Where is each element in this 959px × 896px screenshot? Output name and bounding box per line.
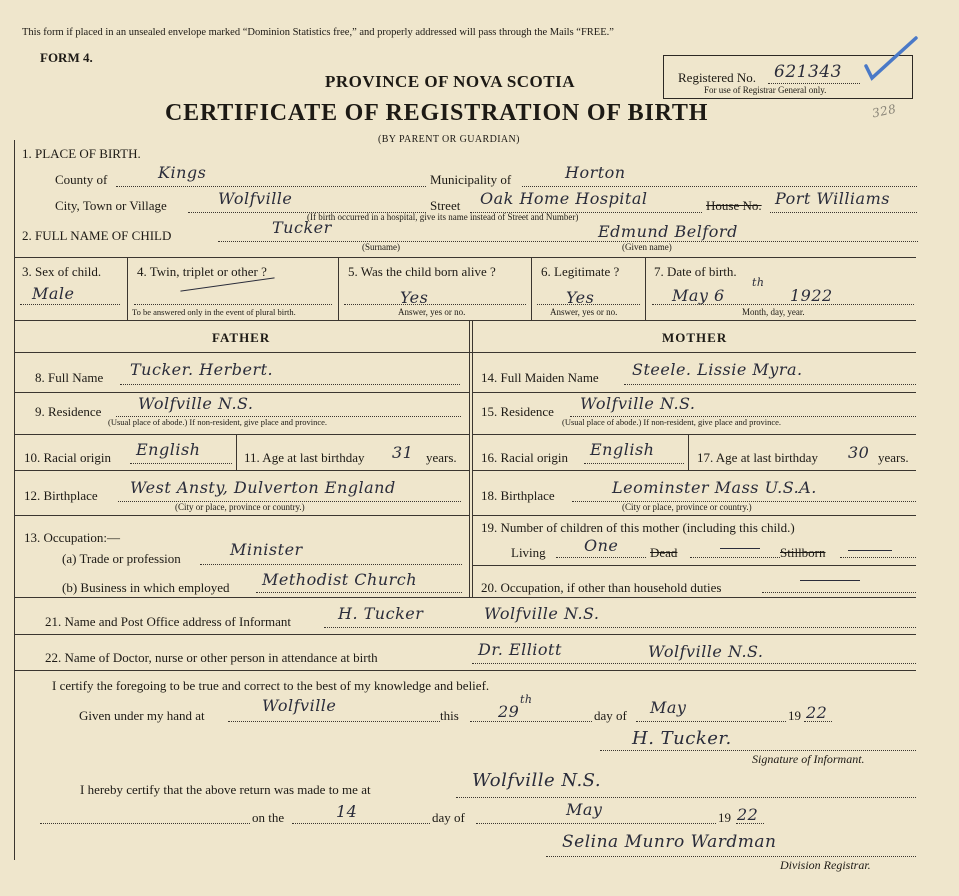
on-the-label: on the [252, 810, 285, 825]
registrar-month: May [566, 800, 603, 819]
father-trade: Minister [230, 540, 303, 559]
mother-racial: English [590, 440, 655, 459]
mother-maiden-label: 14. Full Maiden Name [481, 370, 599, 385]
mother-age-label: 17. Age at last birthday [697, 450, 818, 465]
dob-ordinal: th [752, 276, 765, 289]
father-birthplace: West Ansty, Dulverton England [130, 478, 396, 497]
registration-note: For use of Registrar General only. [704, 85, 827, 95]
father-racial-label: 10. Racial origin [24, 450, 112, 465]
registrar-day: 14 [336, 802, 358, 821]
father-name: Tucker. Herbert. [130, 360, 274, 379]
doctor-label: 22. Name of Doctor, nurse or other person in attendance at birth [45, 650, 378, 665]
mother-years: years. [878, 450, 909, 465]
father-age-label: 11. Age at last birthday [244, 450, 365, 465]
legitimate-value: Yes [566, 288, 595, 307]
registrar-signature-label: Division Registrar. [780, 858, 871, 872]
municipality-value: Horton [565, 163, 626, 182]
child-given-name: Edmund Belford [598, 222, 738, 241]
legitimate-note: Answer, yes or no. [550, 307, 618, 317]
dead-label: Dead [650, 545, 678, 560]
father-years: years. [426, 450, 457, 465]
mailing-note: This form if placed in an unsealed envelope marked “Dominion Statistics free,” and properly addressed will pass through the Mails “FREE.” [22, 27, 614, 38]
father-occupation-label: 13. Occupation:— [24, 530, 121, 545]
house-value: Port Williams [775, 189, 890, 208]
dob-label: 7. Date of birth. [654, 264, 737, 279]
twin-note: To be answered only in the event of plural birth. [132, 307, 296, 317]
mother-heading: MOTHER [662, 330, 728, 345]
father-trade-label: (a) Trade or profession [62, 551, 181, 566]
informant-signature-label: Signature of Informant. [752, 752, 865, 766]
given-name-note: (Given name) [622, 242, 672, 252]
father-name-label: 8. Full Name [35, 370, 104, 385]
doctor-address: Wolfville N.S. [648, 642, 764, 661]
child-surname: Tucker [272, 218, 332, 237]
dead-dash [720, 548, 760, 549]
mother-occupation-label: 20. Occupation, if other than household duties [481, 580, 722, 595]
child-name-label: 2. FULL NAME OF CHILD [22, 228, 172, 243]
father-residence-label: 9. Residence [35, 404, 102, 419]
doctor-name: Dr. Elliott [478, 640, 562, 659]
informant-signature: H. Tucker. [632, 728, 732, 749]
registrar-signature: Selina Munro Wardman [562, 832, 777, 852]
mother-birthplace-note: (City or place, province or country.) [622, 502, 752, 512]
street-label: Street [430, 198, 461, 213]
registrar-place: Wolfville N.S. [472, 770, 602, 791]
mother-racial-label: 16. Racial origin [481, 450, 569, 465]
city-label: City, Town or Village [55, 198, 167, 213]
father-age: 31 [392, 443, 414, 462]
mother-occupation-dash [800, 580, 860, 581]
given-month: May [650, 698, 687, 717]
hospital-note: (If birth occurred in a hospital, give its name instead of Street and Number) [307, 212, 579, 222]
given-day-of-label: day of [594, 708, 627, 723]
living-value: One [584, 536, 619, 555]
province-heading: PROVINCE OF NOVA SCOTIA [325, 72, 576, 91]
mother-birthplace-label: 18. Birthplace [481, 488, 555, 503]
check-mark-icon [862, 34, 922, 84]
given-place: Wolfville [262, 696, 337, 715]
given-day: 29 [498, 702, 520, 721]
form-number: FORM 4. [40, 50, 93, 65]
mother-residence: Wolfville N.S. [580, 394, 696, 413]
stillborn-label: Stillborn [780, 545, 826, 560]
dob-note: Month, day, year. [742, 307, 805, 317]
mother-maiden-name: Steele. Lissie Myra. [632, 360, 803, 379]
informant-name: H. Tucker [338, 604, 424, 623]
city-value: Wolfville [218, 189, 293, 208]
mother-children-label: 19. Number of children of this mother (including this child.) [481, 520, 795, 535]
street-value: Oak Home Hospital [480, 189, 648, 208]
informant-address: Wolfville N.S. [484, 604, 600, 623]
father-residence: Wolfville N.S. [138, 394, 254, 413]
father-heading: FATHER [212, 330, 271, 345]
alive-note: Answer, yes or no. [398, 307, 466, 317]
registrar-day-of-label: day of [432, 810, 465, 825]
this-label: this [440, 708, 459, 723]
registrar-year: 22 [737, 805, 759, 824]
surname-note: (Surname) [362, 242, 400, 252]
house-label: House No. [706, 198, 762, 213]
registrar-statement: I hereby certify that the above return was made to me at [80, 782, 371, 797]
father-birthplace-note: (City or place, province or country.) [175, 502, 305, 512]
given-year: 22 [806, 703, 828, 722]
living-label: Living [511, 545, 546, 560]
page-title: CERTIFICATE OF REGISTRATION OF BIRTH [165, 100, 709, 126]
registration-label: Registered No. [678, 70, 756, 85]
informant-label: 21. Name and Post Office address of Informant [45, 614, 291, 629]
dob-year: 1922 [790, 286, 833, 305]
sex-label: 3. Sex of child. [22, 264, 102, 279]
county-label: County of [55, 172, 108, 187]
legitimate-label: 6. Legitimate ? [541, 264, 620, 279]
certify-statement: I certify the foregoing to be true and correct to the best of my knowledge and belief. [52, 678, 490, 693]
county-value: Kings [158, 163, 207, 182]
dob-month-day: May 6 [672, 286, 725, 305]
given-day-ordinal: th [520, 693, 533, 706]
given-label: Given under my hand at [79, 708, 205, 723]
page-subtitle: (BY PARENT OR GUARDIAN) [378, 134, 520, 145]
mother-age: 30 [848, 443, 870, 462]
registration-number: 621343 [774, 62, 842, 82]
mother-residence-note: (Usual place of abode.) If non-resident, give place and province. [562, 417, 782, 427]
father-racial: English [136, 440, 201, 459]
father-birthplace-label: 12. Birthplace [24, 488, 98, 503]
sex-value: Male [32, 284, 75, 303]
place-of-birth-heading: 1. PLACE OF BIRTH. [22, 146, 141, 161]
municipality-label: Municipality of [430, 172, 512, 187]
margin-mark: 328 [870, 101, 898, 121]
given-year-prefix: 19 [788, 708, 801, 723]
registrar-year-prefix: 19 [718, 810, 731, 825]
alive-label: 5. Was the child born alive ? [348, 264, 496, 279]
father-residence-note: (Usual place of abode.) If non-resident, give place and province. [108, 417, 328, 427]
twin-label: 4. Twin, triplet or other ? [137, 264, 267, 279]
father-business: Methodist Church [262, 570, 418, 589]
mother-birthplace: Leominster Mass U.S.A. [612, 478, 817, 497]
father-business-label: (b) Business in which employed [62, 580, 230, 595]
mother-residence-label: 15. Residence [481, 404, 554, 419]
alive-value: Yes [400, 288, 429, 307]
stillborn-dash [848, 550, 892, 551]
